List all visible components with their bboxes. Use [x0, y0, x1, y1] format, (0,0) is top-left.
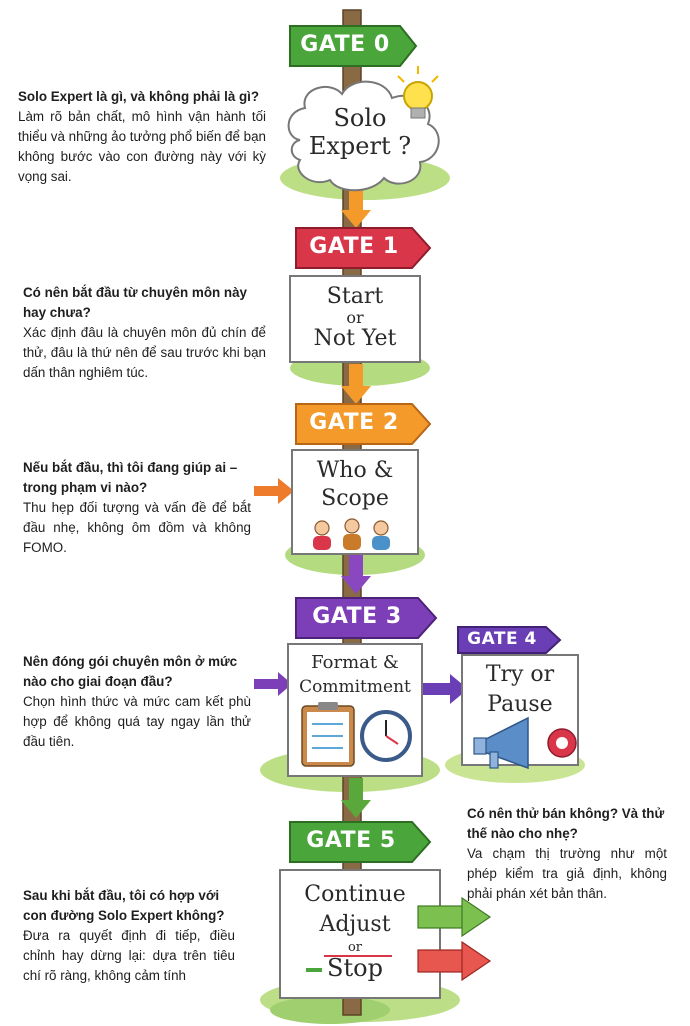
- gate-4-card-line-1: Try or: [485, 662, 555, 687]
- gate-3-description: [23, 652, 251, 752]
- gate-0-card-line-2: Expert ?: [308, 132, 412, 160]
- gate-1-answer: Xác định đâu là chuyên môn đủ chín để thử, đâu là thứ nên để sau trước khi bạn dấn thân nghiêm túc.: [23, 325, 266, 380]
- gate-1-label: GATE 1: [309, 234, 399, 259]
- gate-2-question: Nếu bắt đầu, thì tôi đang giúp ai – trong phạm vi nào?: [23, 460, 238, 495]
- gate-4-card-line-2: Pause: [487, 692, 553, 717]
- gate-3-question: Nên đóng gói chuyên môn ở mức nào cho giai đoạn đầu?: [23, 654, 238, 689]
- gate-3-answer: Chọn hình thức và mức cam kết phù hợp để không quá tay ngay lần thử đầu tiên.: [23, 694, 251, 749]
- gate-0-answer: Làm rõ bản chất, mô hình vận hành tối thiểu và những ảo tưởng phổ biến để bạn không bước vào con đường này với kỳ vọng sai.: [18, 109, 266, 184]
- gate-5-card-line-4: Stop: [327, 954, 383, 982]
- gate-2-answer: Thu hẹp đối tượng và vấn đề để bắt đầu nhẹ, không ôm đồm và không FOMO.: [23, 500, 251, 555]
- gate-1-card-line-2: or: [346, 308, 364, 327]
- gate-0-card-line-1: Solo: [333, 104, 387, 132]
- gate-5-card-line-1: Continue: [304, 882, 406, 907]
- gate-5-question: Sau khi bắt đầu, tôi có hợp với con đường Solo Expert không?: [23, 888, 225, 923]
- gate-1-description: [23, 283, 266, 383]
- gate-2-card-line-2: Scope: [321, 486, 389, 511]
- people-icon: [313, 519, 390, 550]
- gate-5-card-line-3: or: [347, 940, 363, 955]
- gate-1-card-line-1: Start: [326, 284, 384, 309]
- gate-4-description: [467, 804, 667, 904]
- gate-4-question: Có nên thử bán không? Và thử thế nào cho nhẹ?: [467, 806, 665, 841]
- gate-0-description: [18, 87, 266, 187]
- gate-4-answer: Va chạm thị trường như một phép kiểm tra giả định, không phải phán xét bản thân.: [467, 846, 667, 901]
- gate-0-question: Solo Expert là gì, và không phải là gì?: [18, 89, 260, 104]
- gate-1-question: Có nên bắt đầu từ chuyên môn này hay chưa?: [23, 285, 247, 320]
- gate-5-label: GATE 5: [306, 828, 396, 853]
- gate-3-card-line-2: Commitment: [299, 677, 411, 697]
- clock-icon: [362, 712, 410, 760]
- gate-2-description: [23, 458, 251, 558]
- gate-0-label: GATE 0: [300, 32, 390, 57]
- gate-5-description: [23, 886, 235, 986]
- gate-2-card-line-1: Who &: [316, 458, 394, 483]
- gate-1-card-line-3: Not Yet: [313, 326, 397, 351]
- gate-3-card-line-1: Format &: [311, 652, 399, 673]
- gate-2-label: GATE 2: [309, 410, 399, 435]
- gate-5-answer: Đưa ra quyết định đi tiếp, điều chỉnh hay dừng lại: dựa trên tiêu chí rõ ràng, không cảm tính: [23, 928, 235, 983]
- gate-4-label: GATE 4: [467, 629, 537, 649]
- gate-5-card-line-2: Adjust: [319, 912, 391, 937]
- gate-3-label: GATE 3: [312, 604, 402, 629]
- clipboard-icon: [302, 702, 354, 766]
